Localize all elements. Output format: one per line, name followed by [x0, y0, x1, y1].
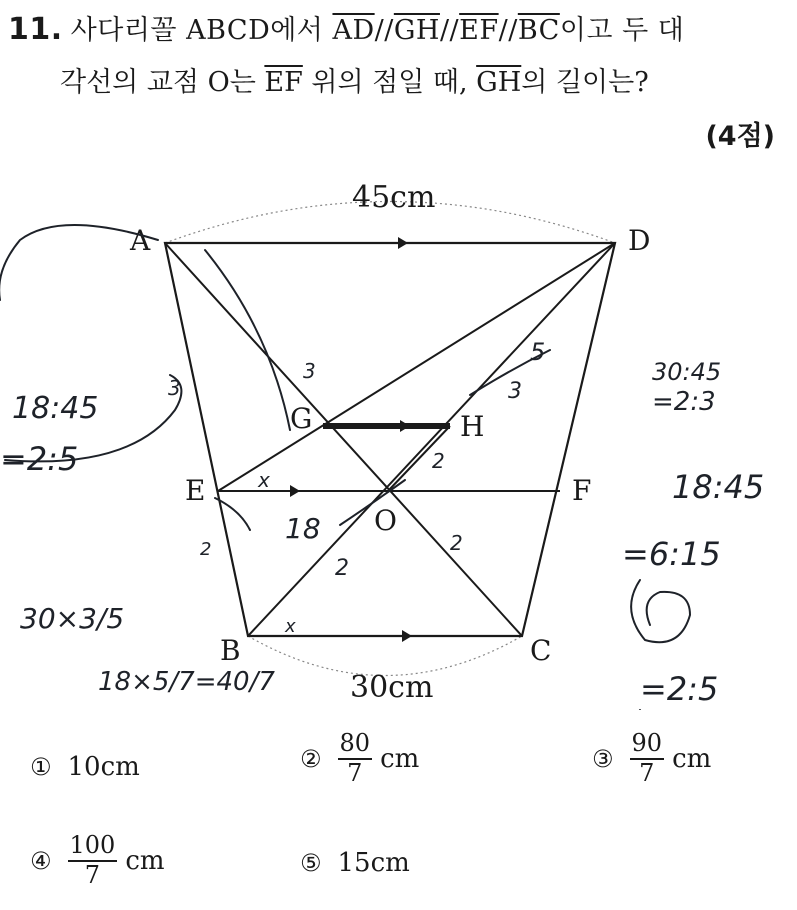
choice-2-unit: cm — [380, 743, 420, 774]
hand-right-ratio-4: =6:15 — [622, 535, 721, 573]
segment-ef-2: $\overline{EF}$ — [264, 67, 303, 98]
segment-ad: $\overline{AD}$ — [332, 15, 375, 46]
diagonal-bd — [248, 243, 615, 636]
trapezoid-abcd — [165, 243, 615, 636]
question-line-1 — [8, 8, 684, 47]
choice-2-denominator: 7 — [347, 758, 363, 787]
choice-5-marker: ⑤ — [300, 849, 322, 877]
fig-mark-11: 2 — [200, 539, 212, 560]
vertex-g: G — [290, 402, 313, 435]
fig-mark-4: 2 — [432, 449, 445, 473]
question-text-c: 각선의 교점 O는 — [60, 67, 265, 98]
hand-left-calc-1: 30×3/5 — [20, 602, 125, 635]
segment-gh-2: $\overline{GH}$ — [476, 67, 522, 98]
trapezoid-figure — [0, 150, 797, 710]
parallel-sep-1: // — [374, 15, 394, 46]
points-label: (4점) — [705, 121, 775, 152]
choice-2-numerator: 80 — [338, 730, 373, 760]
vertex-d: D — [628, 224, 651, 257]
bottom-length-label: 30cm — [350, 670, 434, 705]
top-length-label: 45cm — [352, 180, 436, 215]
choice-4-denominator: 7 — [84, 860, 101, 889]
choice-3-marker: ③ — [592, 744, 614, 773]
fig-mark-2: 5 — [530, 338, 546, 366]
question-text-a: 사다리꼴 ABCD에서 — [70, 15, 333, 46]
choice-3-unit: cm — [672, 743, 712, 774]
vertex-o: O — [374, 504, 397, 537]
question-text-e: 의 길이는? — [521, 67, 649, 98]
choice-1-value: 10cm — [67, 752, 140, 782]
hand-right-ratio-3: 18:45 — [672, 468, 765, 506]
hand-left-ratio-1: 18:45 — [12, 391, 99, 426]
fig-mark-1: 3 — [303, 359, 316, 383]
hand-right-ratio-2: =2:3 — [652, 387, 716, 417]
choice-4[interactable] — [30, 832, 165, 889]
parallel-sep-2: // — [439, 15, 460, 46]
choice-1-marker: ① — [30, 753, 52, 781]
fig-mark-3: 3 — [508, 379, 522, 404]
question-number: 11. — [8, 12, 63, 47]
vertex-a: A — [130, 224, 151, 257]
choice-3[interactable] — [592, 730, 711, 787]
fig-mark-10: 3 — [168, 376, 181, 400]
arrow-bc — [402, 630, 412, 642]
segment-bc: $\overline{BC}$ — [517, 15, 560, 46]
handwritten-curve-left — [205, 250, 290, 430]
choice-5[interactable] — [300, 848, 410, 878]
choice-3-denominator: 7 — [639, 758, 655, 787]
choice-3-numerator: 90 — [630, 730, 665, 760]
choice-2-marker: ② — [300, 744, 322, 773]
fig-mark-8: x — [258, 468, 270, 492]
choice-4-fraction — [68, 832, 118, 889]
question-line-2 — [60, 60, 649, 99]
vertex-h: H — [460, 410, 485, 443]
handwritten-scribble-3 — [631, 580, 690, 642]
hand-left-ratio-2: =2:5 — [0, 440, 79, 478]
segment-gh: $\overline{GH}$ — [393, 15, 440, 46]
choice-4-marker: ④ — [30, 846, 52, 875]
question-text-d: 위의 점일 때, — [302, 67, 477, 98]
vertex-b: B — [220, 634, 241, 667]
vertex-e: E — [185, 474, 206, 507]
choice-2-fraction — [338, 730, 373, 787]
fig-mark-7: 18 — [285, 512, 321, 545]
choice-3-fraction — [630, 730, 665, 787]
choice-4-numerator: 100 — [68, 832, 118, 862]
segment-ef: $\overline{EF}$ — [459, 15, 499, 46]
fig-mark-5: 2 — [335, 556, 349, 581]
fig-mark-9: x — [285, 616, 296, 637]
arrow-ad — [398, 237, 408, 249]
choice-4-unit: cm — [125, 845, 165, 876]
choice-5-value: 15cm — [337, 848, 410, 878]
choice-2[interactable] — [300, 730, 419, 787]
hand-right-ratio-5: =2:5 — [640, 670, 719, 708]
arrow-ef — [290, 485, 300, 497]
question-text-b: 이고 두 대 — [559, 15, 685, 46]
vertex-f: F — [572, 474, 592, 507]
parallel-sep-3: // — [498, 15, 518, 46]
vertex-c: C — [530, 634, 552, 667]
fig-mark-6: 2 — [450, 531, 463, 555]
hand-left-calc-2: 18×5/7=40/7 — [98, 667, 275, 697]
choice-1[interactable] — [30, 752, 140, 782]
hand-right-ratio-1: 30:45 — [652, 358, 722, 386]
arrow-gh — [400, 420, 410, 432]
